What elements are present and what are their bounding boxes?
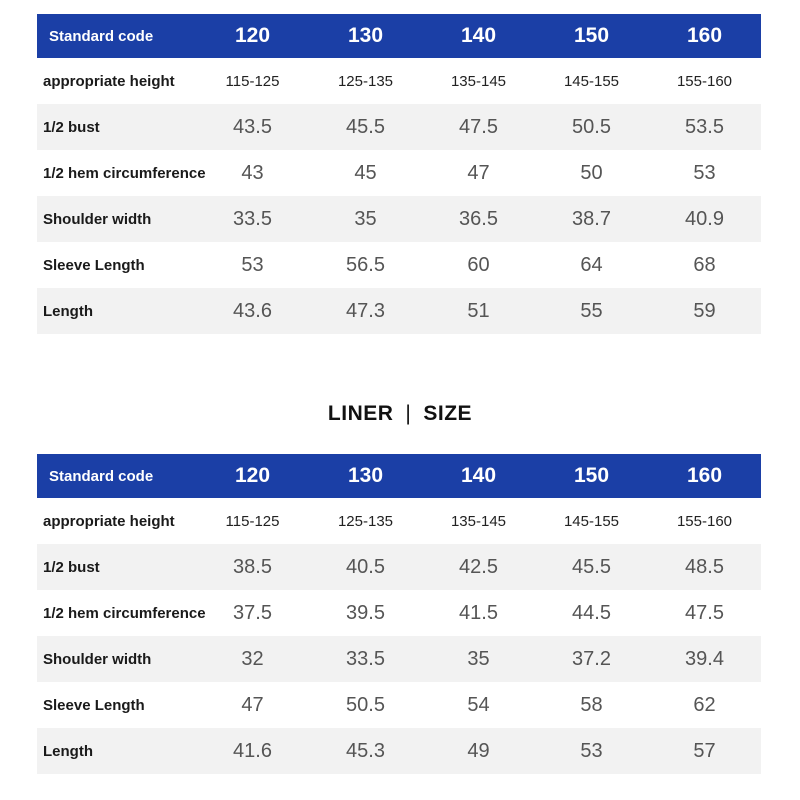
table-header: [37, 454, 761, 498]
table-cell: 42.5: [459, 555, 498, 578]
size-code-160: 160: [686, 24, 723, 47]
table-cell: 35: [354, 207, 377, 230]
table-cell: 64: [580, 253, 603, 276]
row-label-length: Length: [43, 742, 93, 760]
table-cell: 155-160: [676, 72, 733, 90]
table-row: [37, 682, 761, 728]
table-cell: 39.5: [346, 601, 385, 624]
table-cell: 49: [467, 739, 490, 762]
table-cell: 51: [467, 299, 490, 322]
table-cell: 53.5: [685, 115, 724, 138]
table-cell: 47.3: [346, 299, 385, 322]
table-cell: 40.5: [346, 555, 385, 578]
section-title-separator: |: [405, 402, 412, 425]
size-code-130: 130: [347, 24, 384, 47]
table-cell: 145-155: [563, 512, 620, 530]
table-cell: 59: [693, 299, 716, 322]
table-cell: 47: [467, 161, 490, 184]
table-cell: 37.2: [572, 647, 611, 670]
row-label-bust: 1/2 bust: [43, 118, 100, 136]
table-cell: 155-160: [676, 512, 733, 530]
table-cell: 47.5: [459, 115, 498, 138]
table-cell: 54: [467, 693, 490, 716]
table-row: [37, 196, 761, 242]
row-label-length: Length: [43, 302, 93, 320]
table-cell: 60: [467, 253, 490, 276]
table-cell: 43.6: [233, 299, 272, 322]
row-label-hem: 1/2 hem circumference: [43, 604, 206, 622]
table-cell: 37.5: [233, 601, 272, 624]
table-cell: 32: [241, 647, 264, 670]
header-label: Standard code: [49, 27, 154, 45]
row-label-bust: 1/2 bust: [43, 558, 100, 576]
header-row: [37, 14, 761, 58]
table-row: [37, 288, 761, 334]
table-cell: 44.5: [572, 601, 611, 624]
table-cell: 48.5: [685, 555, 724, 578]
table-row: [37, 242, 761, 288]
section-title-size: SIZE: [423, 402, 473, 425]
table-cell: 115-125: [225, 72, 280, 90]
table-cell: 50.5: [346, 693, 385, 716]
table-header: [37, 14, 761, 58]
table-cell: 47.5: [685, 601, 724, 624]
table-body: [37, 58, 761, 334]
row-label-shoulder: Shoulder width: [43, 650, 152, 668]
size-table-outer: [37, 14, 761, 334]
table-cell: 115-125: [225, 512, 280, 530]
table-cell: 38.5: [233, 555, 272, 578]
table-cell: 41.5: [459, 601, 498, 624]
table-cell: 36.5: [459, 207, 498, 230]
table-cell: 43: [241, 161, 264, 184]
table-cell: 45.3: [346, 739, 385, 762]
size-code-130: 130: [347, 464, 384, 487]
table-cell: 56.5: [346, 253, 385, 276]
table-cell: 135-145: [450, 72, 507, 90]
size-table-liner: [37, 454, 761, 774]
table-row: [37, 544, 761, 590]
row-label-sleeve: Sleeve Length: [43, 256, 145, 274]
row-label-hem: 1/2 hem circumference: [43, 164, 206, 182]
table-cell: 125-135: [337, 512, 394, 530]
size-code-140: 140: [460, 464, 497, 487]
table-cell: 58: [580, 693, 603, 716]
table-body: [37, 498, 761, 774]
table-cell: 45: [354, 161, 377, 184]
size-code-140: 140: [460, 24, 497, 47]
table-cell: 50.5: [572, 115, 611, 138]
table-row: [37, 636, 761, 682]
table-cell: 57: [693, 739, 716, 762]
size-code-120: 120: [234, 24, 271, 47]
row-label-height: appropriate height: [43, 72, 175, 90]
table-cell: 40.9: [685, 207, 724, 230]
table-row: [37, 58, 761, 104]
table-cell: 43.5: [233, 115, 272, 138]
table-cell: 135-145: [450, 512, 507, 530]
size-code-160: 160: [686, 464, 723, 487]
header-row: [37, 454, 761, 498]
table-cell: 45.5: [346, 115, 385, 138]
table-cell: 45.5: [572, 555, 611, 578]
section-title-liner: LINER: [327, 402, 394, 425]
table-row: [37, 590, 761, 636]
table-row: [37, 498, 761, 544]
table-cell: 62: [693, 693, 716, 716]
table-cell: 53: [693, 161, 716, 184]
table-row: [37, 104, 761, 150]
row-label-height: appropriate height: [43, 512, 175, 530]
row-label-sleeve: Sleeve Length: [43, 696, 145, 714]
table-cell: 68: [693, 253, 716, 276]
table-cell: 145-155: [563, 72, 620, 90]
table-row: [37, 150, 761, 196]
table-cell: 55: [580, 299, 603, 322]
table-cell: 35: [467, 647, 490, 670]
table-row: [37, 728, 761, 774]
table-cell: 41.6: [233, 739, 272, 762]
table-cell: 50: [580, 161, 603, 184]
header-label: Standard code: [49, 467, 154, 485]
table-cell: 53: [241, 253, 264, 276]
size-code-150: 150: [573, 24, 610, 47]
row-label-shoulder: Shoulder width: [43, 210, 152, 228]
table-cell: 39.4: [685, 647, 724, 670]
table-cell: 53: [580, 739, 603, 762]
table-cell: 38.7: [572, 207, 611, 230]
section-title: [0, 402, 800, 426]
size-code-150: 150: [573, 464, 610, 487]
table-cell: 33.5: [346, 647, 385, 670]
table-cell: 47: [241, 693, 264, 716]
table-cell: 125-135: [337, 72, 394, 90]
size-code-120: 120: [234, 464, 271, 487]
table-cell: 33.5: [233, 207, 272, 230]
